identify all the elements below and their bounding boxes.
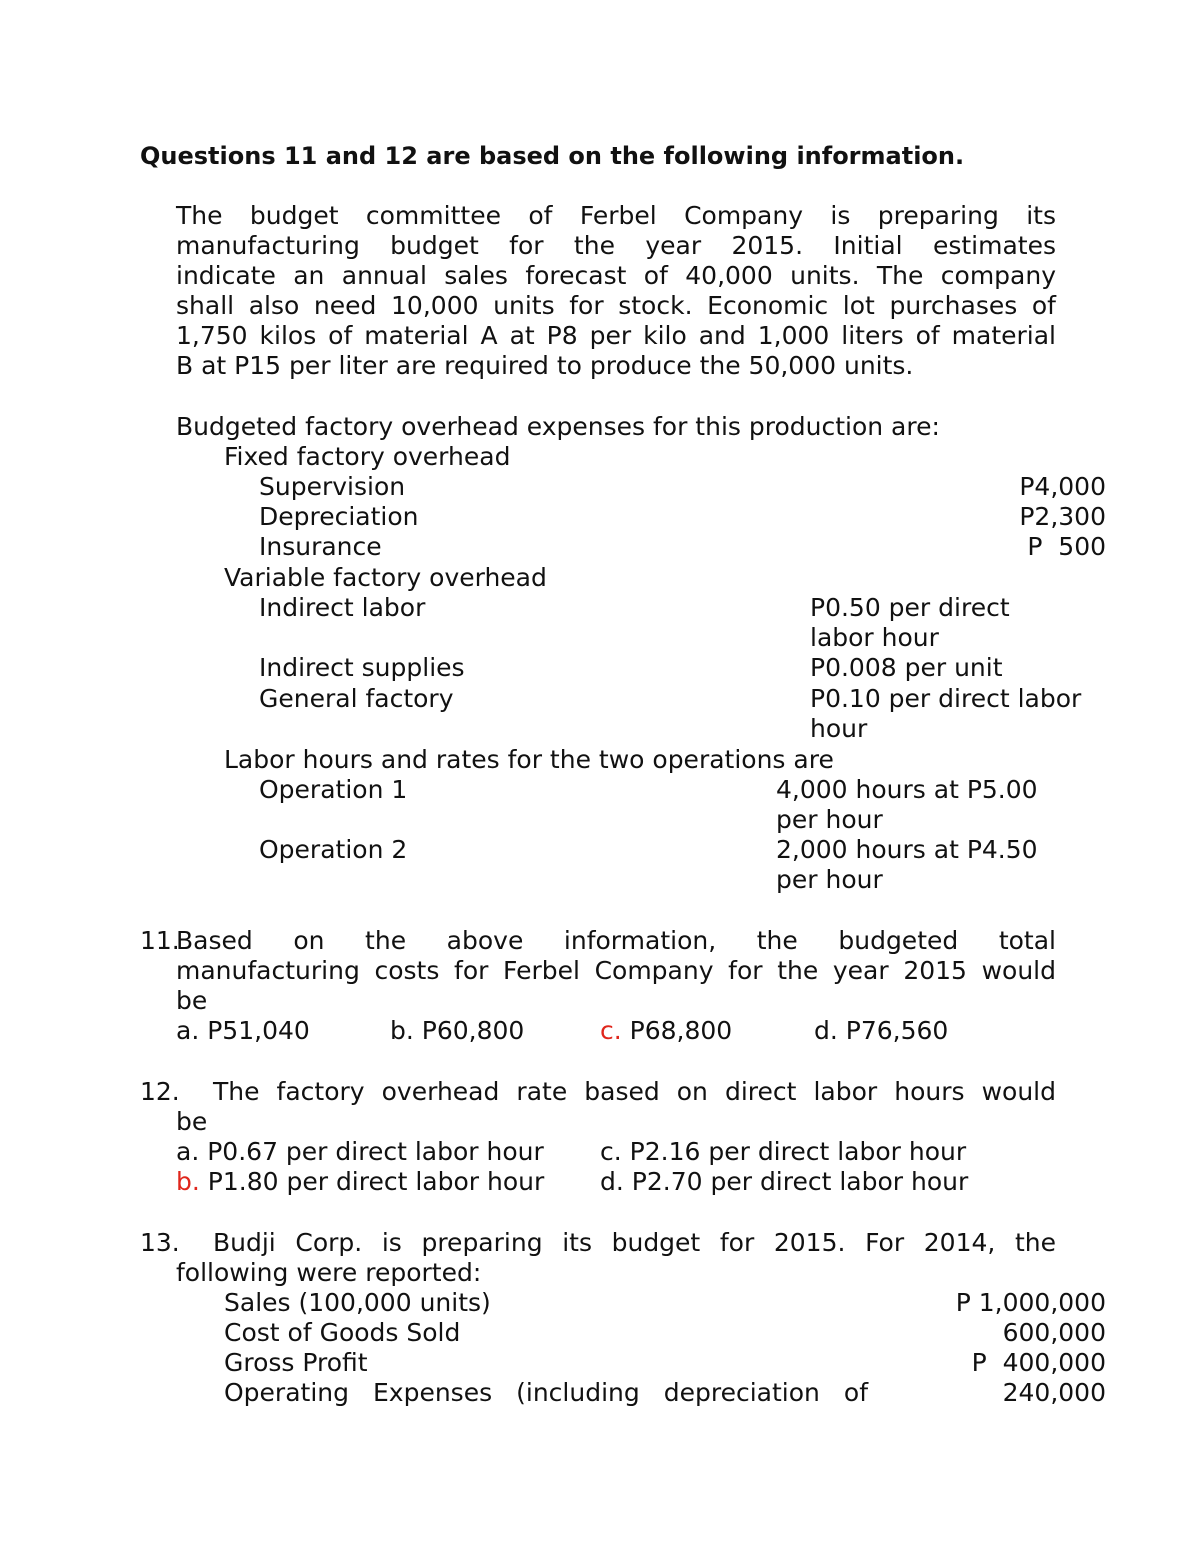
choice-a	[176, 1137, 544, 1167]
operation-rate: per hour	[776, 805, 883, 834]
section-heading: Questions 11 and 12 are based on the following information.	[140, 142, 965, 170]
question-line: be	[176, 986, 208, 1015]
intro-line: The budget committee of Ferbel Company is preparing its	[176, 201, 1056, 230]
choice-letter: c.	[600, 1137, 622, 1166]
variable-item-label: General factory	[259, 684, 454, 713]
intro-line: shall also need 10,000 units for stock. Economic lot purchases of	[176, 291, 1056, 320]
question-number: 12.	[140, 1077, 180, 1106]
statement-label: Sales (100,000 units)	[224, 1288, 491, 1317]
choice-d	[814, 1016, 948, 1046]
variable-item-rate: P0.50 per direct	[810, 593, 1010, 622]
question-line: The factory overhead rate based on direct labor hours would	[213, 1077, 1056, 1106]
question-number: 13.	[140, 1228, 180, 1257]
statement-label: Cost of Goods Sold	[224, 1318, 461, 1347]
fixed-item-label: Depreciation	[259, 502, 419, 531]
operation-rate: 4,000 hours at P5.00	[776, 775, 1038, 804]
choice-b	[390, 1016, 524, 1046]
variable-item-label: Indirect labor	[259, 593, 426, 622]
choice-letter: d.	[814, 1016, 838, 1045]
statement-amount: 600,000	[1002, 1318, 1106, 1347]
choice-c	[600, 1137, 966, 1167]
variable-overhead-title: Variable factory overhead	[224, 563, 547, 592]
choice-letter: b.	[390, 1016, 414, 1045]
question-line: following were reported:	[176, 1258, 482, 1287]
variable-item-rate: P0.10 per direct labor	[810, 684, 1082, 713]
choice-letter: a.	[176, 1016, 200, 1045]
overhead-intro: Budgeted factory overhead expenses for this production are:	[176, 412, 940, 441]
intro-line: B at P15 per liter are required to produce the 50,000 units.	[176, 351, 914, 380]
fixed-overhead-title: Fixed factory overhead	[224, 442, 511, 471]
variable-item-rate: P0.008 per unit	[810, 653, 1003, 682]
operation-label: Operation 1	[259, 775, 408, 804]
operation-rate: per hour	[776, 865, 883, 894]
choice-letter: a.	[176, 1137, 200, 1166]
variable-item-rate: hour	[810, 714, 868, 743]
choice-text: P68,800	[629, 1016, 733, 1045]
fixed-item-label: Supervision	[259, 472, 406, 501]
fixed-item-label: Insurance	[259, 532, 382, 561]
intro-line: manufacturing budget for the year 2015. Initial estimates	[176, 231, 1056, 260]
question-line: Based on the above information, the budgeted total	[176, 926, 1056, 955]
statement-amount: P 400,000	[971, 1348, 1106, 1377]
intro-line: 1,750 kilos of material A at P8 per kilo and 1,000 liters of material	[176, 321, 1056, 350]
variable-item-rate: labor hour	[810, 623, 939, 652]
question-line: be	[176, 1107, 208, 1136]
question-line: manufacturing costs for Ferbel Company for the year 2015 would	[176, 956, 1056, 985]
choice-text: P51,040	[207, 1016, 310, 1045]
fixed-item-amount: P 500	[1027, 532, 1106, 561]
statement-label: Operating Expenses (including depreciation of	[224, 1378, 868, 1407]
variable-item-label: Indirect supplies	[259, 653, 465, 682]
choice-d	[600, 1167, 968, 1197]
choice-text: P60,800	[421, 1016, 525, 1045]
choice-text: P2.70 per direct labor hour	[631, 1167, 969, 1196]
operation-rate: 2,000 hours at P4.50	[776, 835, 1038, 864]
answer-letter: c.	[600, 1016, 622, 1045]
choice-b	[176, 1167, 544, 1197]
choice-text: P2.16 per direct labor hour	[629, 1137, 967, 1166]
question-line: Budji Corp. is preparing its budget for 2015. For 2014, the	[213, 1228, 1056, 1257]
intro-line: indicate an annual sales forecast of 40,000 units. The company	[176, 261, 1056, 290]
statement-label: Gross Profit	[224, 1348, 368, 1377]
question-number: 11.	[140, 926, 180, 955]
choice-a	[176, 1016, 310, 1046]
choice-c	[600, 1016, 732, 1046]
statement-amount: 240,000	[1002, 1378, 1106, 1407]
choice-letter: d.	[600, 1167, 624, 1196]
fixed-item-amount: P4,000	[1019, 472, 1106, 501]
choice-text: P0.67 per direct labor hour	[207, 1137, 544, 1166]
fixed-item-amount: P2,300	[1019, 502, 1106, 531]
answer-letter: b.	[176, 1167, 200, 1196]
choice-text: P1.80 per direct labor hour	[207, 1167, 545, 1196]
choice-text: P76,560	[845, 1016, 949, 1045]
statement-amount: P 1,000,000	[955, 1288, 1106, 1317]
labor-title: Labor hours and rates for the two operations are	[224, 745, 834, 774]
operation-label: Operation 2	[259, 835, 408, 864]
